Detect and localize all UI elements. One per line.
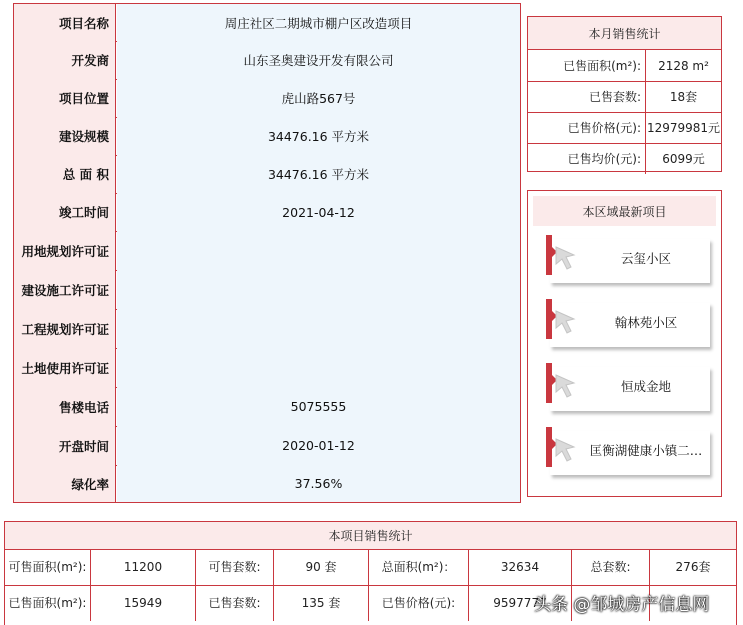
- sales-value: 135 套: [274, 586, 369, 621]
- monthly-value: 2128 m²: [658, 58, 709, 73]
- info-label: 项目名称: [14, 4, 116, 41]
- info-value: 2021-04-12: [117, 193, 520, 231]
- monthly-value: 18套: [669, 90, 698, 104]
- monthly-value: 6099元: [662, 152, 705, 166]
- sales-label: 可售套数:: [196, 550, 274, 585]
- sales-label: 可售面积(m²):: [5, 550, 91, 585]
- cursor-arrow-icon: [554, 309, 580, 335]
- info-value: 2020-01-12: [117, 426, 520, 465]
- info-row-phone: [14, 387, 520, 427]
- info-row-land-use-permit: [14, 348, 520, 388]
- sales-value: 9597777: [469, 586, 572, 621]
- latest-project-link[interactable]: [546, 299, 711, 351]
- sales-value: 90 套: [274, 550, 369, 585]
- info-value: [117, 231, 520, 270]
- sales-label: 已售价格(元):: [369, 586, 469, 621]
- info-row-opening-date: [14, 426, 520, 466]
- sales-value: 11200: [91, 550, 196, 585]
- cursor-arrow-icon: [554, 437, 580, 463]
- info-label: 绿化率: [14, 465, 116, 502]
- info-label: 开发商: [14, 41, 116, 79]
- project-sales-title: 本项目销售统计: [5, 522, 736, 550]
- info-label: 工程规划许可证: [14, 309, 116, 348]
- monthly-row: [528, 50, 721, 82]
- info-label: 竣工时间: [14, 193, 116, 231]
- info-label: 开盘时间: [14, 426, 116, 465]
- info-value: 山东圣奥建设开发有限公司: [117, 41, 520, 79]
- latest-project-name[interactable]: 恒成金地: [620, 379, 671, 394]
- info-value: 34476.16 平方米: [117, 155, 520, 193]
- info-value: 周庄社区二期城市棚户区改造项目: [117, 4, 520, 41]
- info-row-location: [14, 79, 520, 118]
- latest-project-link[interactable]: [546, 363, 711, 415]
- monthly-row: [528, 143, 721, 174]
- project-info-table: [13, 3, 521, 503]
- info-row-engineering-permit: [14, 309, 520, 349]
- monthly-label: 已售套数:: [528, 81, 646, 112]
- monthly-value: 12979981元: [646, 121, 721, 135]
- latest-projects-panel: [527, 190, 722, 497]
- latest-projects-title: 本区域最新项目: [533, 196, 716, 226]
- sales-value: 15949: [91, 586, 196, 621]
- sales-value: 276套: [675, 560, 711, 574]
- info-value: 虎山路567号: [117, 79, 520, 117]
- monthly-label: 已售均价(元):: [528, 143, 646, 174]
- info-row-developer: [14, 41, 520, 80]
- info-value: 37.56%: [117, 465, 520, 502]
- info-row-construction-permit: [14, 270, 520, 310]
- info-label: 建设施工许可证: [14, 270, 116, 309]
- monthly-label: 已售面积(m²):: [528, 50, 646, 81]
- info-label: 用地规划许可证: [14, 231, 116, 270]
- sales-label: 总面积(m²)：: [369, 550, 469, 585]
- info-row-green-rate: [14, 465, 520, 502]
- watermark: 头条 @邹城房产信息网: [534, 595, 710, 615]
- monthly-sales-title: 本月销售统计: [528, 17, 721, 50]
- info-row-land-plan-permit: [14, 231, 520, 271]
- sales-label: 总套数:: [572, 550, 650, 585]
- sales-label: 已售面积(m²):: [5, 586, 91, 621]
- info-value: [117, 309, 520, 348]
- monthly-row: [528, 81, 721, 113]
- info-label: 总 面 积: [14, 155, 116, 193]
- monthly-label: 已售价格(元):: [528, 112, 646, 143]
- info-label: 建设规模: [14, 117, 116, 155]
- latest-project-name[interactable]: 翰林苑小区: [614, 315, 678, 330]
- sales-label: 已售套数:: [196, 586, 274, 621]
- info-row-completion: [14, 193, 520, 232]
- info-row-scale: [14, 117, 520, 156]
- info-value: 34476.16 平方米: [117, 117, 520, 155]
- monthly-row: [528, 112, 721, 144]
- monthly-sales-panel: [527, 16, 722, 172]
- cursor-arrow-icon: [554, 245, 580, 271]
- info-label: 土地使用许可证: [14, 348, 116, 387]
- latest-project-name[interactable]: 匡衡湖健康小镇二…: [589, 443, 703, 458]
- info-row-name: [14, 4, 520, 42]
- info-row-total-area: [14, 155, 520, 194]
- sales-value: 32634: [469, 550, 572, 585]
- latest-project-name[interactable]: 云玺小区: [620, 251, 671, 266]
- latest-project-link[interactable]: [546, 427, 711, 479]
- info-label: 项目位置: [14, 79, 116, 117]
- info-value: [117, 348, 520, 387]
- cursor-arrow-icon: [554, 373, 580, 399]
- info-value: 5075555: [117, 387, 520, 426]
- info-label: 售楼电话: [14, 387, 116, 426]
- info-value: [117, 270, 520, 309]
- latest-project-link[interactable]: [546, 235, 711, 287]
- sales-row: [5, 550, 736, 586]
